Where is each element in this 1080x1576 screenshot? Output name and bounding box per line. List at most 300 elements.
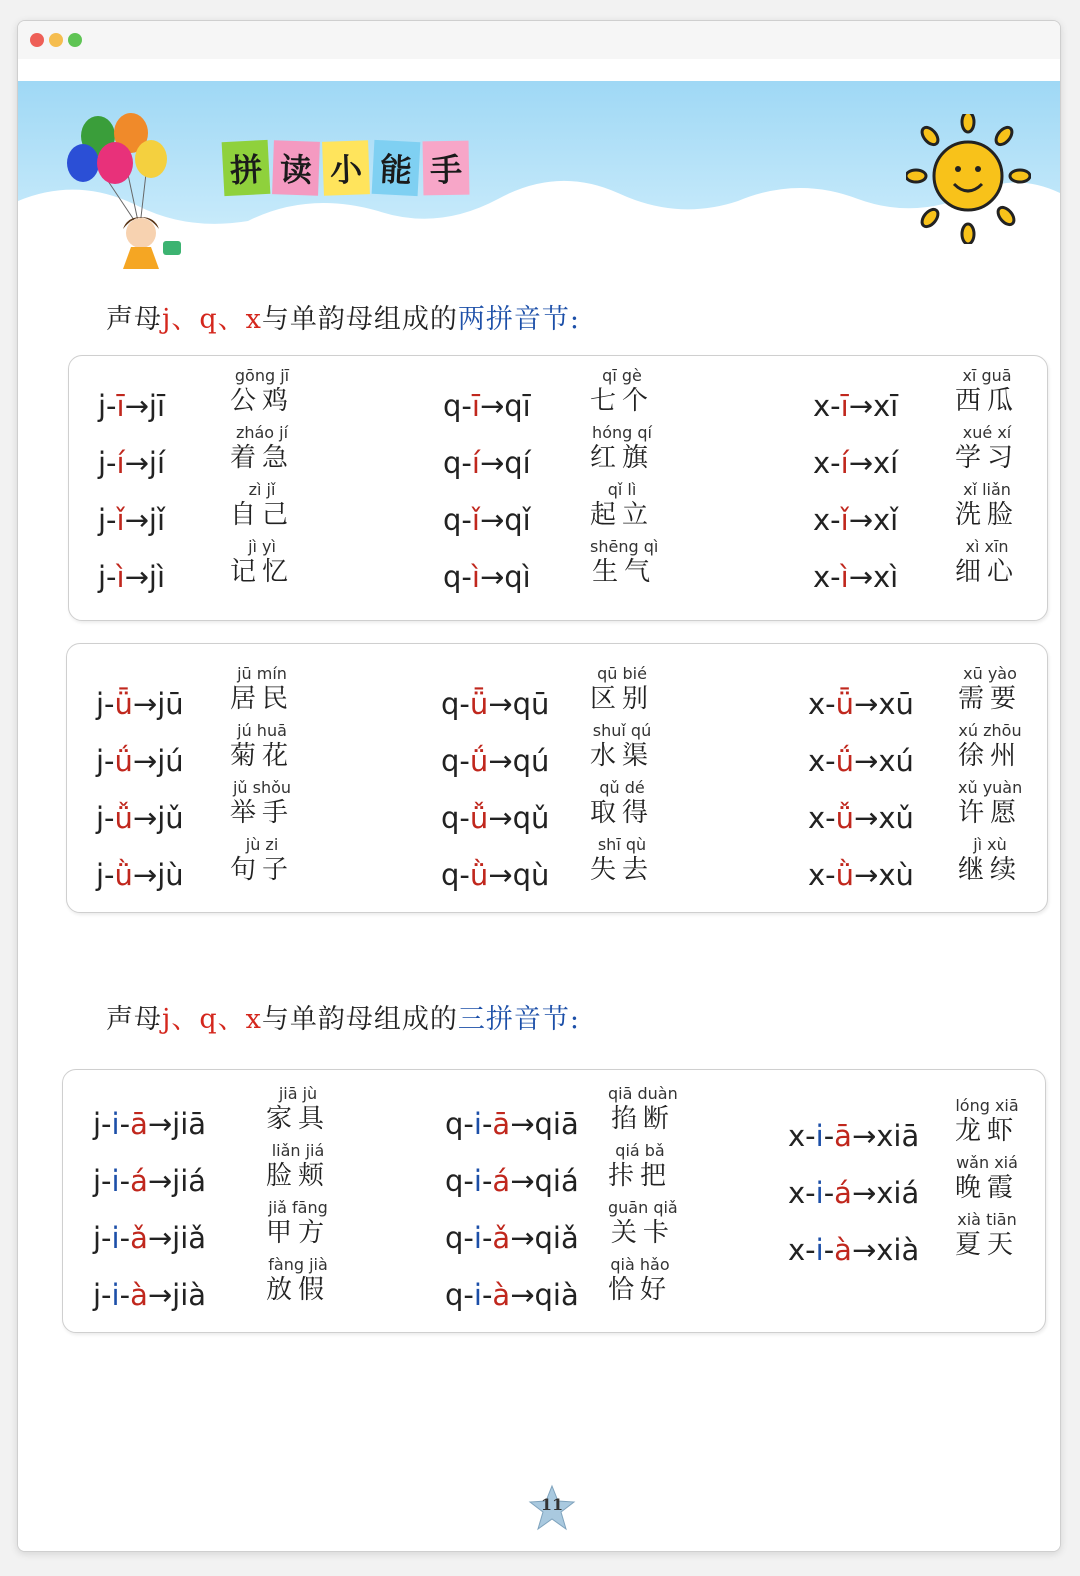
syllable-formula: [96, 687, 184, 721]
formula-post: →jià: [147, 1278, 207, 1312]
word-pinyin: xī guā: [962, 366, 1012, 385]
word-hanzi: 公鸡: [230, 386, 295, 416]
formula-dash: -: [823, 1233, 835, 1267]
browser-window: [17, 20, 1061, 1552]
word-hanzi: 生气: [592, 557, 657, 587]
word-hanzi: 洗脸: [955, 500, 1020, 530]
title-char: 能: [372, 140, 421, 196]
word-hanzi: 学习: [955, 443, 1020, 473]
page-number: 11: [540, 1495, 564, 1514]
formula-post: →qí: [479, 446, 531, 480]
formula-post: →jì: [124, 560, 166, 594]
formula-vowel: ǐ: [840, 503, 849, 537]
formula-vowel: ǖ: [835, 687, 855, 721]
heading-highlight: 三拼音节: [457, 1004, 570, 1035]
section-heading-three-part: [106, 997, 580, 1036]
formula-vowel: ǘ: [469, 744, 489, 778]
word-hanzi: 水渠: [590, 741, 655, 771]
word-pinyin: xǔ yuàn: [958, 778, 1023, 797]
word-hanzi: 取得: [590, 798, 655, 828]
formula-vowel: à: [834, 1233, 852, 1267]
minimize-window-button[interactable]: [49, 33, 63, 47]
formula-pre: q-: [441, 801, 470, 835]
word-hanzi: 脸颊: [266, 1161, 331, 1191]
word-pinyin: qiá bǎ: [615, 1141, 665, 1160]
formula-pre: q-: [445, 1278, 474, 1312]
syllable-formula: [98, 389, 165, 423]
word-hanzi: 家具: [266, 1104, 331, 1134]
word-pinyin: jǔ shǒu: [232, 778, 292, 797]
syllable-formula: [443, 560, 531, 594]
formula-dash: -: [823, 1176, 835, 1210]
formula-vowel: à: [130, 1278, 148, 1312]
example-word: [608, 1085, 678, 1135]
formula-mid: i: [111, 1278, 120, 1312]
formula-vowel: ǘ: [114, 744, 133, 778]
word-pinyin: jì xù: [973, 835, 1007, 854]
syllable-formula: [93, 1221, 206, 1255]
word-hanzi: 拤把: [608, 1161, 673, 1191]
formula-pre: x-: [808, 801, 836, 835]
syllable-formula: [443, 389, 531, 423]
word-pinyin: qià hǎo: [610, 1255, 670, 1274]
word-hanzi: 需要: [958, 684, 1023, 714]
syllable-formula: [788, 1176, 919, 1210]
word-hanzi: 细心: [955, 557, 1020, 587]
word-pinyin: gōng jī: [234, 366, 290, 385]
word-hanzi: 记忆: [230, 557, 295, 587]
formula-vowel: ì: [116, 560, 125, 594]
example-word: [958, 836, 1022, 886]
heading-initial-j: j: [162, 304, 172, 335]
formula-pre: j-: [98, 389, 117, 423]
word-hanzi: 失去: [590, 855, 655, 885]
formula-post: →jiǎ: [147, 1221, 207, 1255]
word-pinyin: qī gè: [602, 366, 642, 385]
word-hanzi: 着急: [230, 443, 295, 473]
formula-vowel: ǚ: [114, 801, 133, 835]
example-word: [230, 424, 294, 474]
word-pinyin: shēng qì: [590, 537, 659, 556]
formula-pre: j-: [96, 801, 115, 835]
heading-highlight: 两拼音节: [457, 304, 570, 335]
formula-pre: q-: [443, 560, 472, 594]
formula-post: →qǔ: [488, 801, 550, 835]
word-hanzi: 许愿: [958, 798, 1023, 828]
example-word: [590, 481, 654, 531]
maximize-window-button[interactable]: [68, 33, 82, 47]
title-char: 拼: [222, 140, 271, 196]
example-word: [590, 538, 658, 588]
word-pinyin: lóng xiā: [955, 1096, 1019, 1115]
formula-pre: x-: [813, 446, 841, 480]
example-word: [608, 1142, 672, 1192]
formula-pre: x-: [813, 389, 841, 423]
formula-vowel: à: [492, 1278, 511, 1312]
textbook-page: [18, 59, 1060, 1551]
syllable-formula: [98, 503, 165, 537]
heading-initial-q: q: [199, 1004, 218, 1035]
title-char: 手: [423, 141, 470, 196]
heading-initial-x: x: [245, 1004, 262, 1035]
word-pinyin: xú zhōu: [958, 721, 1022, 740]
example-word: [955, 1154, 1019, 1204]
formula-dash: -: [481, 1164, 493, 1198]
formula-dash: -: [481, 1107, 493, 1141]
formula-post: →jí: [124, 446, 166, 480]
formula-pre: j-: [93, 1221, 112, 1255]
formula-vowel: á: [834, 1176, 852, 1210]
formula-pre: j-: [93, 1278, 112, 1312]
word-hanzi: 居民: [230, 684, 295, 714]
syllable-formula: [808, 858, 914, 892]
syllable-formula: [808, 744, 914, 778]
word-hanzi: 七个: [590, 386, 655, 416]
example-word: [230, 836, 294, 886]
formula-vowel: ī: [116, 389, 125, 423]
lesson-title-banner: [223, 141, 469, 195]
formula-vowel: ǎ: [492, 1221, 511, 1255]
heading-separator: 、: [217, 1004, 246, 1035]
syllable-formula: [96, 744, 184, 778]
word-pinyin: qū bié: [597, 664, 647, 683]
example-word: [958, 779, 1022, 829]
word-hanzi: 恰好: [608, 1275, 673, 1305]
formula-post: →qū: [488, 687, 550, 721]
formula-vowel: ā: [492, 1107, 511, 1141]
word-pinyin: jū mín: [237, 664, 287, 683]
formula-pre: j-: [98, 446, 117, 480]
syllable-formula: [808, 687, 914, 721]
word-hanzi: 甲方: [266, 1218, 331, 1248]
formula-pre: x-: [808, 858, 836, 892]
formula-pre: j-: [93, 1107, 112, 1141]
word-pinyin: jiǎ fāng: [268, 1198, 328, 1217]
formula-post: →xì: [848, 560, 899, 594]
heading-initial-j: j: [162, 1004, 172, 1035]
formula-vowel: ǖ: [469, 687, 489, 721]
formula-post: →qī: [479, 389, 531, 423]
formula-pre: j-: [98, 503, 117, 537]
word-hanzi: 晚霞: [955, 1173, 1020, 1203]
example-word: [266, 1085, 330, 1135]
word-pinyin: qiā duàn: [608, 1084, 678, 1103]
heading-separator: 、: [217, 304, 246, 335]
formula-pre: j-: [93, 1164, 112, 1198]
formula-pre: x-: [813, 503, 841, 537]
formula-pre: j-: [96, 744, 115, 778]
formula-post: →xiá: [851, 1176, 920, 1210]
formula-dash: -: [119, 1107, 131, 1141]
word-hanzi: 句子: [230, 855, 295, 885]
word-hanzi: 菊花: [230, 741, 295, 771]
formula-mid: i: [473, 1221, 482, 1255]
word-pinyin: jiā jù: [278, 1084, 318, 1103]
formula-post: →jiá: [147, 1164, 207, 1198]
syllable-formula: [445, 1164, 579, 1198]
formula-post: →xiā: [851, 1119, 920, 1153]
formula-vowel: ǜ: [114, 858, 133, 892]
word-pinyin: shuǐ qú: [592, 721, 652, 740]
word-hanzi: 举手: [230, 798, 295, 828]
example-word: [230, 367, 294, 417]
formula-pre: q-: [445, 1164, 474, 1198]
formula-vowel: á: [130, 1164, 148, 1198]
formula-vowel: ǐ: [116, 503, 125, 537]
word-hanzi: 起立: [590, 500, 655, 530]
heading-separator: 、: [171, 304, 200, 335]
syllable-formula: [96, 801, 184, 835]
formula-pre: q-: [445, 1221, 474, 1255]
formula-vowel: ā: [130, 1107, 148, 1141]
formula-dash: -: [119, 1164, 131, 1198]
syllable-formula: [441, 744, 549, 778]
formula-vowel: í: [116, 446, 125, 480]
example-word: [955, 1211, 1019, 1261]
formula-dash: -: [823, 1119, 835, 1153]
example-word: [590, 424, 654, 474]
formula-mid: i: [815, 1119, 824, 1153]
word-hanzi: 自己: [230, 500, 295, 530]
formula-mid: i: [111, 1107, 120, 1141]
window-titlebar: [18, 21, 1060, 60]
smiling-sun-illustration: [906, 114, 1031, 244]
example-word: [955, 1097, 1019, 1147]
word-hanzi: 夏天: [955, 1230, 1020, 1260]
word-pinyin: shī qù: [597, 835, 647, 854]
syllable-formula: [788, 1233, 919, 1267]
word-hanzi: 区别: [590, 684, 655, 714]
syllable-formula: [443, 503, 531, 537]
syllable-formula: [93, 1278, 206, 1312]
formula-mid: i: [111, 1164, 120, 1198]
example-word: [958, 665, 1022, 715]
syllable-formula: [445, 1107, 579, 1141]
heading-initial-x: x: [245, 304, 262, 335]
formula-post: →qiá: [510, 1164, 579, 1198]
formula-post: →qiǎ: [510, 1221, 579, 1255]
word-hanzi: 放假: [266, 1275, 331, 1305]
formula-vowel: ǖ: [114, 687, 133, 721]
formula-vowel: ì: [840, 560, 849, 594]
formula-mid: i: [815, 1233, 824, 1267]
formula-post: →jú: [132, 744, 184, 778]
syllable-formula: [445, 1278, 579, 1312]
formula-post: →jǐ: [124, 503, 166, 537]
formula-post: →qù: [488, 858, 550, 892]
example-word: [590, 367, 654, 417]
formula-vowel: í: [840, 446, 849, 480]
formula-post: →qú: [488, 744, 550, 778]
formula-post: →jī: [124, 389, 166, 423]
formula-vowel: ǚ: [469, 801, 489, 835]
formula-pre: x-: [813, 560, 841, 594]
word-pinyin: wǎn xiá: [956, 1153, 1018, 1172]
word-pinyin: zì jǐ: [248, 480, 276, 499]
word-pinyin: qǐ lì: [607, 480, 637, 499]
title-char: 读: [272, 140, 320, 196]
word-pinyin: qǔ dé: [599, 778, 645, 797]
syllable-box-i: [68, 355, 1048, 621]
formula-pre: q-: [443, 446, 472, 480]
formula-post: →xū: [854, 687, 914, 721]
formula-vowel: á: [492, 1164, 511, 1198]
formula-post: →jū: [132, 687, 184, 721]
formula-post: →xú: [854, 744, 914, 778]
syllable-formula: [96, 858, 184, 892]
syllable-formula: [788, 1119, 919, 1153]
example-word: [590, 779, 654, 829]
formula-post: →xī: [848, 389, 899, 423]
title-char: 小: [322, 140, 370, 196]
heading-colon: :: [569, 1004, 581, 1035]
word-pinyin: jì yì: [248, 537, 276, 556]
word-pinyin: xū yào: [963, 664, 1017, 683]
syllable-formula: [93, 1107, 206, 1141]
example-word: [230, 722, 294, 772]
word-pinyin: jù zi: [245, 835, 279, 854]
formula-dash: -: [119, 1221, 131, 1255]
example-word: [266, 1199, 330, 1249]
example-word: [266, 1142, 330, 1192]
syllable-formula: [808, 801, 914, 835]
word-pinyin: xià tiān: [957, 1210, 1017, 1229]
word-pinyin: xǐ liǎn: [963, 480, 1011, 499]
formula-post: →qià: [510, 1278, 579, 1312]
formula-dash: -: [119, 1278, 131, 1312]
formula-vowel: ǚ: [835, 801, 855, 835]
page-number-badge: [528, 1484, 576, 1532]
example-word: [955, 538, 1019, 588]
heading-text: 与单韵母组成的: [261, 1004, 458, 1035]
formula-vowel: ǐ: [471, 503, 480, 537]
formula-pre: x-: [788, 1119, 816, 1153]
syllable-formula: [93, 1164, 206, 1198]
formula-pre: q-: [443, 389, 472, 423]
formula-mid: i: [473, 1107, 482, 1141]
word-hanzi: 红旗: [590, 443, 655, 473]
example-word: [230, 538, 294, 588]
example-word: [608, 1256, 672, 1306]
syllable-formula: [98, 446, 165, 480]
syllable-formula: [813, 503, 898, 537]
example-word: [230, 481, 294, 531]
girl-with-balloons-illustration: [63, 111, 198, 281]
formula-pre: j-: [96, 687, 115, 721]
formula-post: →qiā: [510, 1107, 579, 1141]
formula-post: →xí: [848, 446, 899, 480]
syllable-formula: [813, 560, 898, 594]
word-pinyin: liǎn jiá: [271, 1141, 325, 1160]
example-word: [590, 722, 654, 772]
formula-post: →jiā: [147, 1107, 207, 1141]
syllable-formula: [441, 858, 549, 892]
formula-vowel: ī: [840, 389, 849, 423]
heading-colon: :: [569, 304, 581, 335]
example-word: [955, 424, 1019, 474]
formula-dash: -: [481, 1221, 493, 1255]
word-hanzi: 掐断: [610, 1104, 675, 1134]
example-word: [266, 1256, 330, 1306]
syllable-formula: [98, 560, 165, 594]
heading-initial-q: q: [199, 304, 218, 335]
word-pinyin: guān qiǎ: [608, 1198, 678, 1217]
syllable-formula: [441, 687, 549, 721]
heading-text: 声母: [106, 1004, 162, 1035]
example-word: [590, 665, 654, 715]
word-hanzi: 西瓜: [955, 386, 1020, 416]
heading-text: 声母: [106, 304, 162, 335]
formula-vowel: ǜ: [835, 858, 855, 892]
word-pinyin: xué xí: [962, 423, 1012, 442]
section-heading-two-part: [106, 297, 580, 336]
formula-post: →jù: [132, 858, 184, 892]
example-word: [590, 836, 654, 886]
example-word: [955, 367, 1019, 417]
close-window-button[interactable]: [30, 33, 44, 47]
word-hanzi: 继续: [958, 855, 1023, 885]
example-word: [955, 481, 1019, 531]
example-word: [230, 779, 294, 829]
formula-pre: x-: [808, 687, 836, 721]
formula-post: →xǐ: [848, 503, 899, 537]
formula-mid: i: [473, 1278, 482, 1312]
formula-pre: q-: [441, 858, 470, 892]
formula-post: →qǐ: [479, 503, 531, 537]
formula-mid: i: [473, 1164, 482, 1198]
formula-vowel: ǜ: [469, 858, 489, 892]
word-hanzi: 龙虾: [955, 1116, 1020, 1146]
formula-post: →xià: [851, 1233, 920, 1267]
syllable-formula: [441, 801, 549, 835]
formula-vowel: í: [471, 446, 480, 480]
word-pinyin: jú huā: [237, 721, 287, 740]
formula-pre: x-: [788, 1176, 816, 1210]
formula-dash: -: [481, 1278, 493, 1312]
formula-pre: q-: [441, 687, 470, 721]
formula-vowel: ā: [834, 1119, 852, 1153]
formula-vowel: ǎ: [130, 1221, 148, 1255]
formula-pre: q-: [445, 1107, 474, 1141]
word-pinyin: hóng qí: [592, 423, 652, 442]
formula-post: →qì: [479, 560, 531, 594]
word-pinyin: zháo jí: [235, 423, 289, 442]
formula-pre: x-: [788, 1233, 816, 1267]
formula-vowel: ì: [471, 560, 480, 594]
formula-pre: q-: [441, 744, 470, 778]
formula-mid: i: [111, 1221, 120, 1255]
example-word: [230, 665, 294, 715]
formula-mid: i: [815, 1176, 824, 1210]
formula-pre: j-: [96, 858, 115, 892]
heading-separator: 、: [171, 1004, 200, 1035]
formula-post: →jǔ: [132, 801, 184, 835]
syllable-formula: [445, 1221, 579, 1255]
syllable-formula: [813, 389, 898, 423]
formula-vowel: ī: [471, 389, 480, 423]
formula-post: →xù: [854, 858, 914, 892]
formula-pre: x-: [808, 744, 836, 778]
formula-pre: q-: [443, 503, 472, 537]
word-hanzi: 关卡: [610, 1218, 675, 1248]
example-word: [958, 722, 1022, 772]
heading-text: 与单韵母组成的: [261, 304, 458, 335]
syllable-formula: [443, 446, 531, 480]
example-word: [608, 1199, 678, 1249]
syllable-formula: [813, 446, 898, 480]
word-pinyin: fàng jià: [268, 1255, 328, 1274]
word-hanzi: 徐州: [958, 741, 1023, 771]
